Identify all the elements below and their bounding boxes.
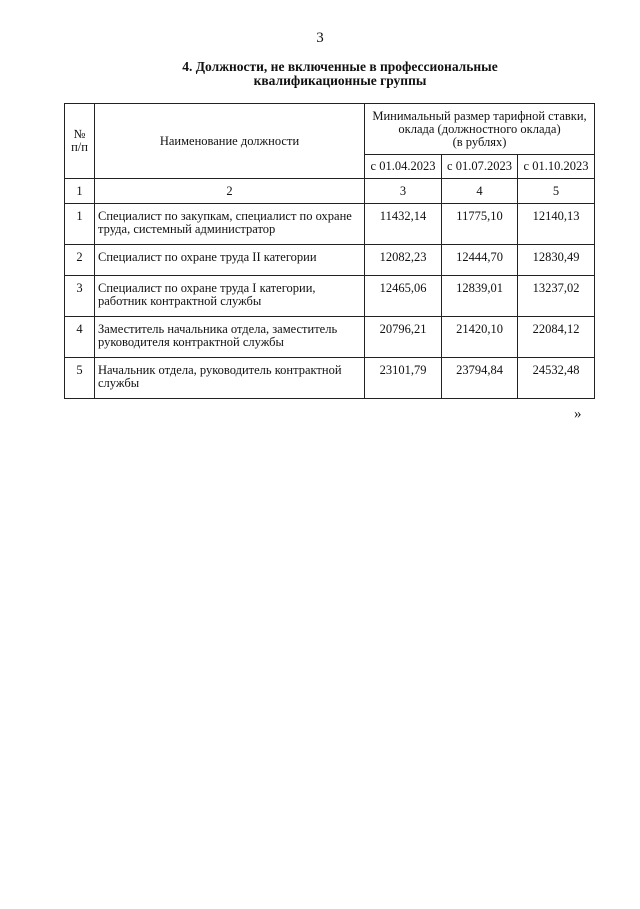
salary-value: 12839,01 xyxy=(442,276,518,317)
header-number xyxy=(65,104,95,179)
header-position-name: Наименование должности xyxy=(95,104,365,179)
salary-table xyxy=(64,103,595,399)
header-salary-line-1: Минимальный размер тарифной ставки, xyxy=(372,108,587,123)
header-salary-group xyxy=(365,104,595,155)
page-number: 3 xyxy=(316,30,324,46)
column-index-cell: 2 xyxy=(95,179,365,204)
row-number: 3 xyxy=(65,276,95,317)
header-date-2: с 01.07.2023 xyxy=(442,155,518,179)
column-index-row xyxy=(65,179,595,204)
salary-value: 23794,84 xyxy=(442,358,518,399)
position-name: Специалист по закупкам, специалист по охране труда, системный администратор xyxy=(95,204,365,245)
salary-value: 11775,10 xyxy=(442,204,518,245)
salary-value: 21420,10 xyxy=(442,317,518,358)
position-name: Специалист по охране труда I категории, работник контрактной службы xyxy=(95,276,365,317)
header-number-sign: № xyxy=(73,127,86,141)
table-row xyxy=(65,245,595,276)
salary-value: 22084,12 xyxy=(518,317,595,358)
row-number: 5 xyxy=(65,358,95,399)
position-name: Специалист по охране труда II категории xyxy=(95,245,365,276)
section-heading-line-1: 4. Должности, не включенные в профессиональные xyxy=(182,59,498,74)
row-number: 2 xyxy=(65,245,95,276)
column-index-cell: 5 xyxy=(518,179,595,204)
table-header-row xyxy=(65,104,595,155)
table-row xyxy=(65,358,595,399)
salary-value: 12444,70 xyxy=(442,245,518,276)
header-number-abbr: п/п xyxy=(71,140,88,154)
header-salary-line-2: оклада (должностного оклада) xyxy=(398,121,561,136)
header-date-1: с 01.04.2023 xyxy=(365,155,442,179)
closing-quote: » xyxy=(574,406,582,422)
position-name: Начальник отдела, руководитель контрактной службы xyxy=(95,358,365,399)
table-row xyxy=(65,276,595,317)
salary-value: 12082,23 xyxy=(365,245,442,276)
salary-value: 13237,02 xyxy=(518,276,595,317)
section-heading-line-2: квалификационные группы xyxy=(253,73,427,88)
row-number: 1 xyxy=(65,204,95,245)
table-row xyxy=(65,204,595,245)
section-heading xyxy=(130,60,550,88)
table-row xyxy=(65,317,595,358)
position-name: Заместитель начальника отдела, заместитель руководителя контрактной службы xyxy=(95,317,365,358)
column-index-cell: 3 xyxy=(365,179,442,204)
column-index-cell: 1 xyxy=(65,179,95,204)
header-date-3: с 01.10.2023 xyxy=(518,155,595,179)
column-index-cell: 4 xyxy=(442,179,518,204)
salary-value: 24532,48 xyxy=(518,358,595,399)
salary-value: 12140,13 xyxy=(518,204,595,245)
salary-value: 20796,21 xyxy=(365,317,442,358)
salary-value: 12830,49 xyxy=(518,245,595,276)
salary-value: 23101,79 xyxy=(365,358,442,399)
salary-value: 12465,06 xyxy=(365,276,442,317)
header-salary-line-3: (в рублях) xyxy=(452,134,507,149)
salary-value: 11432,14 xyxy=(365,204,442,245)
row-number: 4 xyxy=(65,317,95,358)
